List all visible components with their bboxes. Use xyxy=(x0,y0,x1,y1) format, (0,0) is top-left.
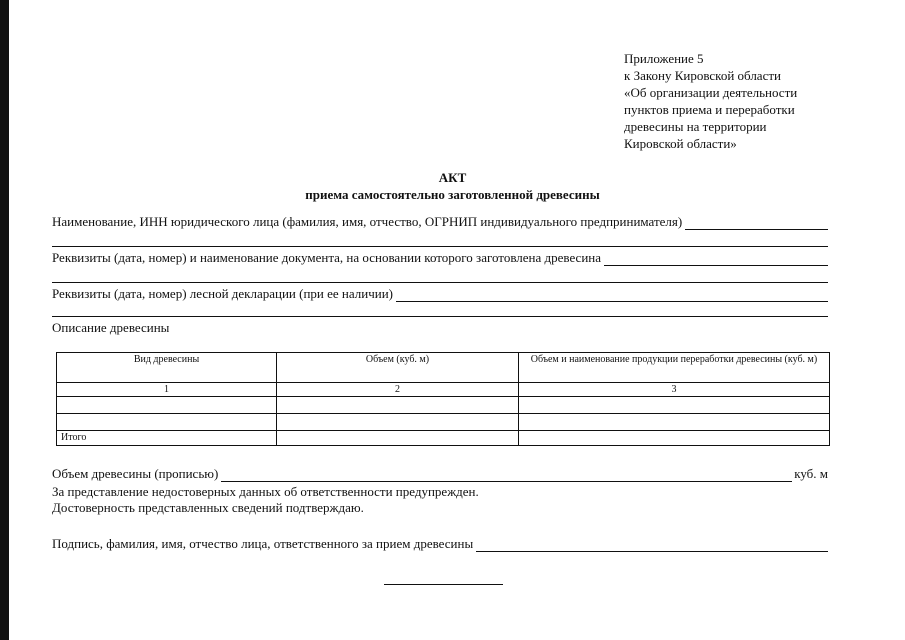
name-field-extra-line[interactable] xyxy=(52,246,828,247)
appendix-line: к Закону Кировской области xyxy=(624,68,781,83)
appendix-line: пунктов приема и переработки xyxy=(624,102,795,117)
volume-field-blank[interactable] xyxy=(221,469,792,482)
table-total-row xyxy=(57,431,830,446)
doc-field-extra-line[interactable] xyxy=(52,282,828,283)
table-row xyxy=(57,414,830,431)
volume-unit: куб. м xyxy=(794,466,828,481)
table-number-cell: 2 xyxy=(277,383,519,397)
doc-field-row xyxy=(52,250,828,266)
table-cell[interactable] xyxy=(277,397,519,414)
wood-description-table xyxy=(56,352,830,446)
description-label: Описание древесины xyxy=(52,320,170,335)
table-cell[interactable] xyxy=(57,397,277,414)
table-number-cell: 3 xyxy=(519,383,830,397)
name-field-blank[interactable] xyxy=(685,217,828,230)
appendix-line: Приложение 5 xyxy=(624,51,704,66)
table-header-cell: Объем и наименование продукции переработки древесины (куб. м) xyxy=(519,353,830,383)
table-cell[interactable] xyxy=(519,431,830,446)
warning-text: За представление недостоверных данных об ответственности предупрежден. xyxy=(52,484,479,499)
name-field-row xyxy=(52,214,828,230)
appendix-line: древесины на территории xyxy=(624,119,767,134)
table-total-label: Итого xyxy=(57,431,277,446)
table-cell[interactable] xyxy=(57,414,277,431)
doc-field-label: Реквизиты (дата, номер) и наименование документа, на основании которого заготовлена древесина xyxy=(52,250,602,265)
signature-field-blank[interactable] xyxy=(476,539,828,552)
table-number-row xyxy=(57,383,830,397)
declaration-field-label: Реквизиты (дата, номер) лесной декларации (при ее наличии) xyxy=(52,286,393,301)
document-title: АКТ xyxy=(438,170,467,185)
name-field-label: Наименование, ИНН юридического лица (фамилия, имя, отчество, ОГРНИП индивидуального предпринимателя) xyxy=(52,214,683,229)
doc-field-blank[interactable] xyxy=(604,253,828,266)
document-subtitle: приема самостоятельно заготовленной древесины xyxy=(305,187,600,202)
table-number-cell: 1 xyxy=(57,383,277,397)
confirm-text: Достоверность представленных сведений подтверждаю. xyxy=(52,500,364,515)
volume-field-label: Объем древесины (прописью) xyxy=(52,466,219,481)
table-row xyxy=(57,397,830,414)
appendix-block xyxy=(624,50,797,152)
table-cell[interactable] xyxy=(277,431,519,446)
table-cell[interactable] xyxy=(519,397,830,414)
scan-edge-bar xyxy=(0,0,9,640)
signature-field-label: Подпись, фамилия, имя, отчество лица, ответственного за прием древесины xyxy=(52,536,474,551)
declaration-field-row xyxy=(52,286,828,302)
declaration-field-blank[interactable] xyxy=(396,289,828,302)
table-cell[interactable] xyxy=(519,414,830,431)
appendix-line: Кировской области» xyxy=(624,136,737,151)
table-header-cell: Объем (куб. м) xyxy=(277,353,519,383)
table-header-row xyxy=(57,353,830,383)
signature-field-row xyxy=(52,536,828,552)
bottom-signature-line[interactable] xyxy=(384,584,503,585)
table-cell[interactable] xyxy=(277,414,519,431)
volume-field-row xyxy=(52,466,828,482)
table-header-cell: Вид древесины xyxy=(57,353,277,383)
declaration-field-extra-line[interactable] xyxy=(52,316,828,317)
appendix-line: «Об организации деятельности xyxy=(624,85,798,100)
